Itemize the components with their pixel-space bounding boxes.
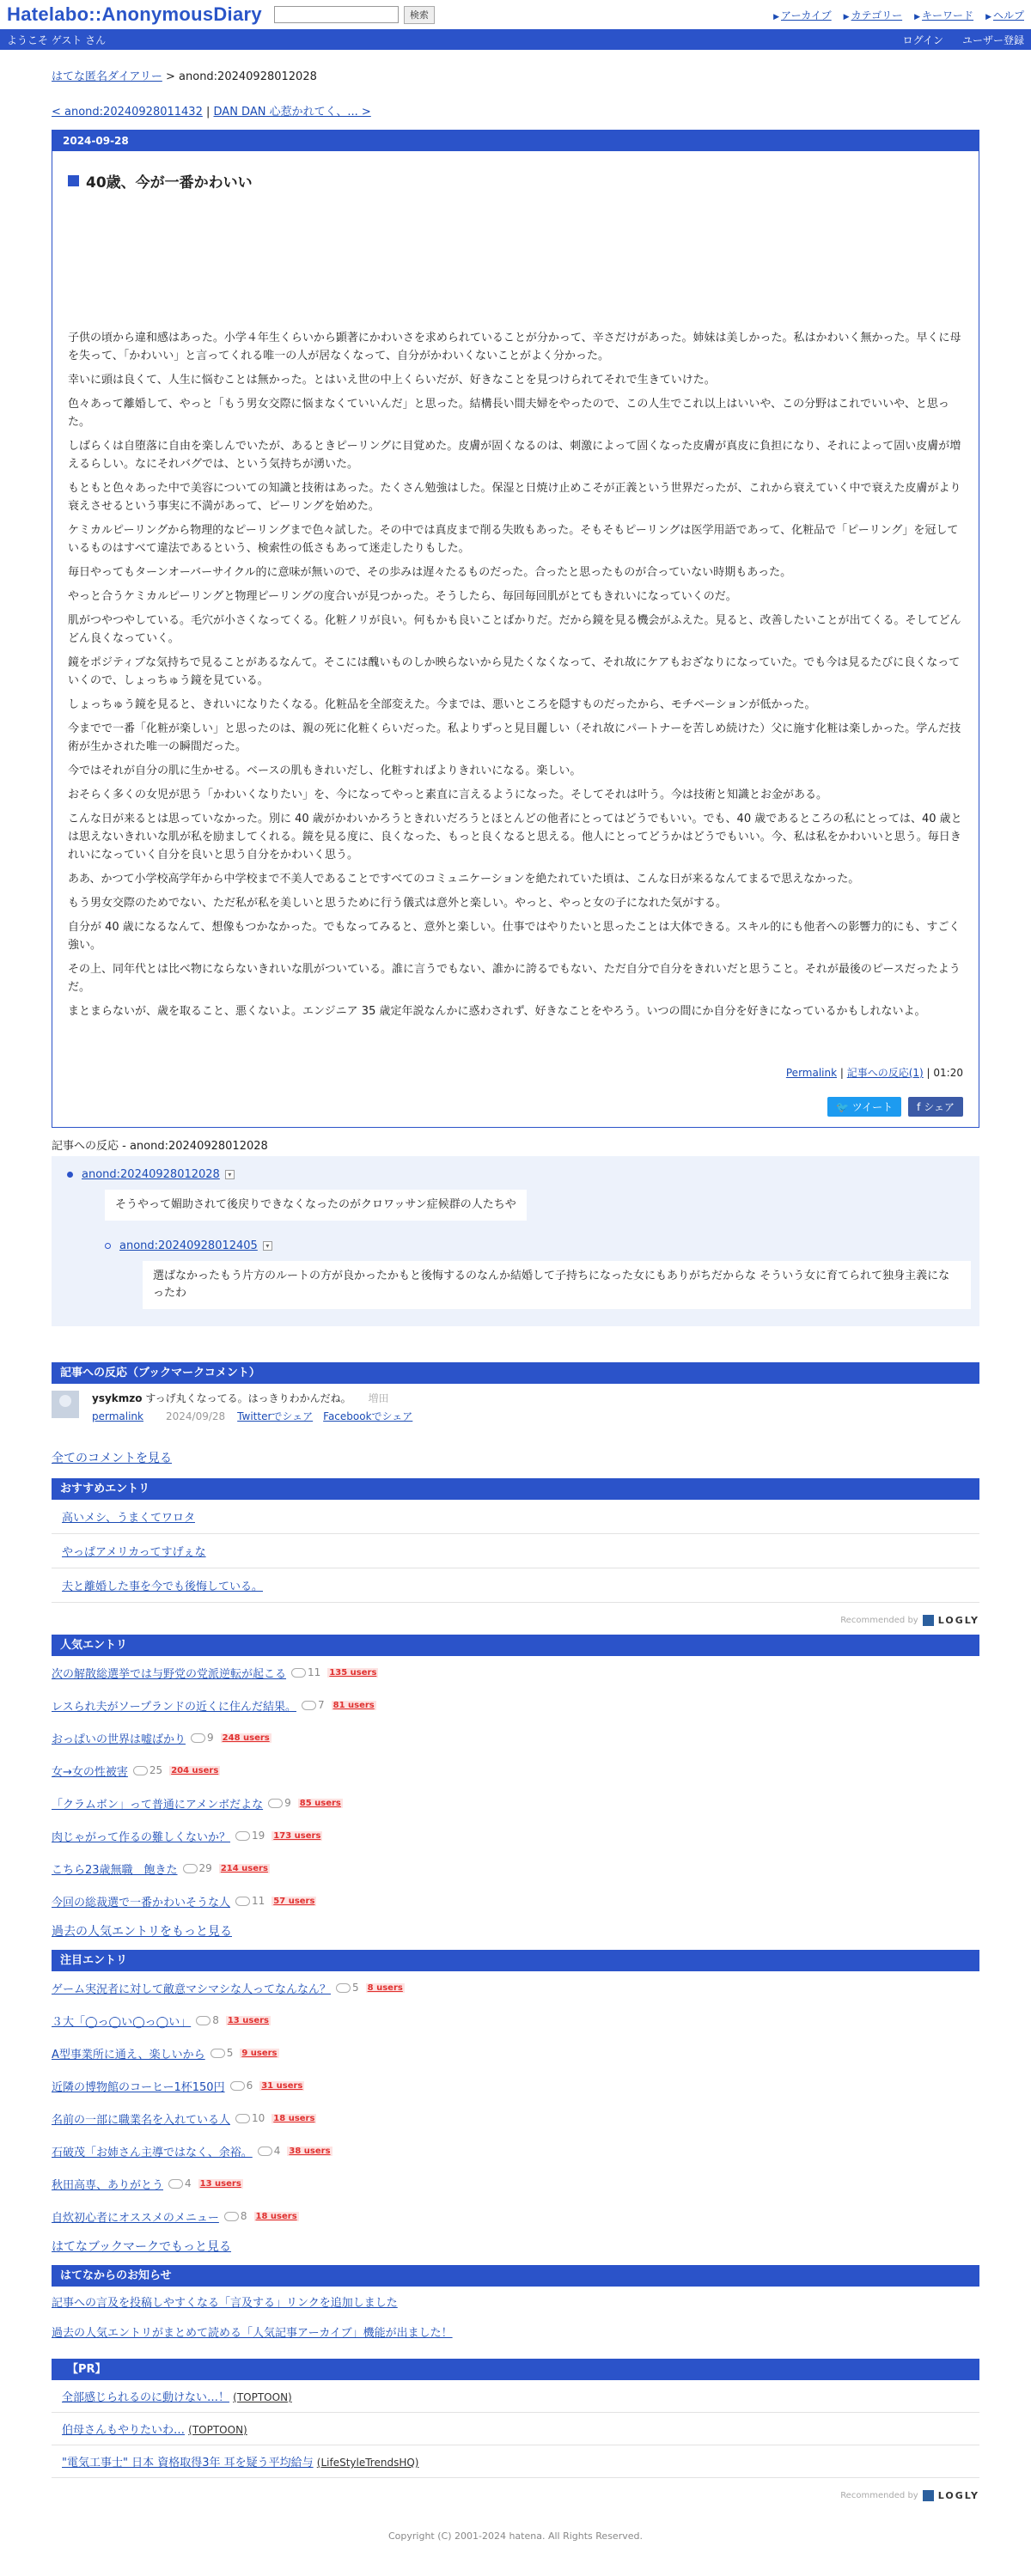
bookmark-users-badge[interactable]: 18 users [255, 2211, 297, 2221]
top-header [0, 0, 1031, 29]
article-time: 01:20 [933, 1067, 963, 1079]
article-paragraph: 子供の頃から違和感はあった。小学４年生くらいから顕著にかわいさを求められていることが分かって、辛さだけがあった。姉妹は美しかった。私はかわいく無かった。早くに母を失って、「かわいい」と言ってくれる唯一の人が居なくなって、自分がかわいくないことがよく分かった。 [68, 332, 961, 362]
popular-entry [52, 1656, 979, 1689]
popular-entry [52, 1754, 979, 1787]
pr-item [52, 2413, 979, 2445]
popular-entry [52, 1819, 979, 1852]
recommended-link[interactable]: 高いメシ、うまくてワロタ [62, 1512, 195, 1525]
popular-entry [52, 1885, 979, 1917]
nav-help-link[interactable]: ヘルプ [992, 9, 1024, 21]
comment-count-value: 11 [308, 1666, 321, 1678]
featured-entry-link[interactable]: ゲーム実況者に対して敵意マシマシな人ってなんなん？ [52, 1982, 332, 1996]
article-paragraph: もう男女交際のためでない、ただ私が私を美しいと思うために行う儀式は意外と楽しい。やっと、やっと女の子になれた気がする。 [68, 897, 728, 910]
pr-source[interactable]: (TOPTOON) [188, 2424, 247, 2436]
comment-count-value: 9 [284, 1797, 291, 1809]
bookmark-date: 2024/09/28 [166, 1410, 226, 1422]
article [52, 130, 979, 1128]
recommended-link[interactable]: やっぱアメリカってすげぇな [62, 1546, 206, 1559]
featured-entry [52, 2134, 979, 2167]
comment-bubble-icon [302, 1701, 316, 1710]
popular-entry-link[interactable]: レスられ夫がソープランドの近くに住んだ結果。 [52, 1700, 296, 1714]
breadcrumb-sep: > [165, 70, 175, 83]
featured-entry [52, 2004, 979, 2037]
comment-bubble-icon [235, 1897, 250, 1906]
article-paragraph: もともと色々あった中で美容についての知識と技術はあった。たくさん勉強はした。保湿と日焼け止めこそが正義という世界だったが、これから衰えていく中で衰えた皮膚がより衰えさせるという事実に不満があって、ピーリングを始めた。 [68, 482, 961, 513]
bookmark-text: すっげ丸くなってる。はっきりわかんだね。 [145, 1392, 351, 1404]
comment-count[interactable] [133, 1764, 162, 1776]
bookmark-users-badge[interactable]: 214 users [220, 1863, 268, 1873]
copyright: Copyright (C) 2001-2024 hatena. All Rights Reserved. [388, 2530, 643, 2542]
comment-count[interactable] [258, 2145, 281, 2157]
pr-item [52, 2445, 979, 2478]
nav-archive[interactable] [773, 8, 832, 22]
pr-link[interactable]: 全部感じられるのに動けない…！ [62, 2391, 230, 2404]
bookmark-comment-line [92, 1391, 423, 1405]
article-paragraph: しょっちゅう鏡を見ると、きれいになりたくなる。化粧品を全部変えた。今までは、悪いところを隠すものだったから、モチベーションが低かった。 [68, 698, 816, 711]
logly-brand[interactable]: LOGLY [937, 2490, 979, 2501]
logly-logo-icon [923, 2490, 934, 2501]
recommended-by [52, 1615, 979, 1626]
caret-right-icon: ▶ [773, 12, 779, 21]
tweet-button[interactable] [827, 1097, 901, 1117]
bookmark-users-badge[interactable]: 38 users [289, 2146, 331, 2156]
pr-list [52, 2380, 979, 2478]
reaction-link[interactable]: anond:20240928012028 [82, 1168, 220, 1181]
prev-entry-link[interactable]: < anond:20240928011432 [52, 106, 203, 119]
comment-bubble-icon [183, 1864, 198, 1873]
featured-more-link[interactable]: はてなブックマークでもっと見る [52, 2240, 232, 2254]
fbshare-label: シェア [924, 1101, 955, 1113]
expand-icon[interactable]: ▾ [263, 1241, 272, 1251]
article-paragraph: まとまらないが、歳を取ること、悪くないよ。エンジニア 35 歳定年説なんかに惑わされず、好きなことをやろう。いつの間にか自分を好きになっているかもしれないよ。 [68, 1005, 926, 1018]
comment-count[interactable] [191, 1732, 214, 1744]
comment-count-value: 8 [240, 2210, 247, 2222]
top-nav [773, 8, 1024, 22]
bookmark-user[interactable]: ysykmzo [92, 1392, 143, 1404]
nav-category-link[interactable]: カテゴリー [851, 9, 903, 21]
comment-count[interactable] [210, 2047, 234, 2059]
bookmark-users-badge[interactable]: 135 users [329, 1667, 377, 1678]
bookmark-users-badge[interactable]: 85 users [299, 1798, 341, 1808]
article-paragraph: 今までで一番「化粧が楽しい」と思ったのは、親の死に化粧くらいだった。私よりずっと見目麗しい（それ故にパートナーを苦しめ続けた）父に施す化粧は楽しかった。学んだ技術が生かされた唯一の瞬間だった。 [68, 722, 961, 753]
article-paragraph: やっと合うケミカルピーリングと物理ピーリングの度合いが見つかった。そうしたら、毎回毎回肌がとてもきれいになっていくのだ。 [68, 590, 737, 603]
featured-entry [52, 2102, 979, 2134]
comment-count-value: 4 [185, 2177, 192, 2189]
avatar[interactable] [52, 1391, 79, 1418]
popular-entry-link[interactable]: 肉じゃがって作るの難しくないか？ [52, 1830, 231, 1844]
search-input[interactable] [274, 6, 399, 23]
breadcrumb-current: anond:20240928012028 [179, 70, 317, 83]
featured-entry [52, 2037, 979, 2069]
comment-bubble-icon [224, 2212, 239, 2221]
comment-bubble-icon [191, 1733, 205, 1743]
bullet-icon [105, 1243, 111, 1249]
featured-list [52, 1971, 979, 2232]
news-link[interactable]: 記事への言及を投稿しやすくなる「言及する」リンクを追加しました [52, 2297, 398, 2310]
reactions-link[interactable]: 記事への反応(1) [846, 1067, 924, 1079]
comment-bubble-icon [196, 2016, 210, 2025]
popular-entry-link[interactable]: 今回の総裁選で一番かわいそうな人 [52, 1896, 231, 1909]
all-comments [52, 1449, 979, 1466]
comment-count[interactable] [336, 1982, 359, 1994]
facebook-icon: f [917, 1101, 921, 1113]
recommended-item [52, 1500, 979, 1534]
popular-entry-link[interactable]: 女→女の性被害 [52, 1765, 128, 1779]
news-item [52, 2287, 979, 2317]
reactions-box [52, 1156, 979, 1326]
pr-heading: 【PR】 [52, 2359, 979, 2380]
featured-entry [52, 2069, 979, 2102]
site-logo[interactable]: Hatelabo::AnonymousDiary [7, 3, 262, 25]
title-square-icon [68, 175, 79, 186]
reaction-item [67, 1168, 971, 1181]
comment-count[interactable] [224, 2210, 247, 2222]
bookmark-comments-heading: 記事への反応（ブックマークコメント） [52, 1362, 979, 1384]
featured-entry [52, 2167, 979, 2200]
expand-icon[interactable]: ▾ [225, 1170, 235, 1179]
register-link[interactable]: ユーザー登録 [961, 33, 1024, 46]
article-paragraph: 幸いに頭は良くて、人生に悩むことは無かった。とはいえ世の中上くらいだが、好きなことを見つけられてそれで生きていけた。 [68, 374, 716, 387]
bookmark-users-badge[interactable]: 81 users [332, 1700, 375, 1710]
news-link[interactable]: 過去の人気エントリがまとめて読める「人気記事アーカイブ」機能が出ました！ [52, 2327, 453, 2340]
recommended-item [52, 1534, 979, 1568]
comment-count-value: 6 [246, 2080, 253, 2092]
comment-count[interactable] [235, 1830, 265, 1842]
article-date: 2024-09-28 [52, 131, 979, 151]
reaction-text: そうやって媚助されて後戻りできなくなったのがクロワッサン症候群の人たちや [105, 1190, 527, 1221]
comment-count-value: 4 [273, 2145, 281, 2157]
article-paragraph: 今ではそれが自分の肌に生かせる。ベースの肌もきれいだし、化粧すればよりきれいになる。楽しい。 [68, 764, 582, 777]
bookmark-users-badge[interactable]: 13 users [227, 2015, 269, 2025]
article-paragraph: 鏡をポジティブな気持ちで見ることがあるなんて。そこには醜いものしか映らないから見たくなくなって、それ故にケアもおざなりになっていた。でも今は見るたびに良くなっていくので、しょっちゅう鏡を見ている。 [68, 656, 961, 687]
popular-entry [52, 1689, 979, 1721]
logly-brand[interactable]: LOGLY [937, 1615, 979, 1626]
comment-bubble-icon [268, 1799, 283, 1808]
next-entry-link[interactable]: DAN DAN 心惹かれてく、... > [213, 106, 371, 119]
facebook-share-button[interactable] [908, 1097, 963, 1117]
pr-source[interactable]: (LifeStyleTrendsHQ) [316, 2457, 419, 2469]
featured-entry [52, 1971, 979, 2004]
bookmark-users-badge[interactable]: 8 users [367, 1982, 403, 1993]
article-paragraph: おそらく多くの女児が思う「かわいくなりたい」を、今になってやっと素直に言えるようになった。そしてそれは叶う。今は技術と知識とお金がある。 [68, 789, 828, 801]
popular-entry-link[interactable]: 「クラムボン」って普通にアメンボだよな [52, 1798, 264, 1812]
bookmark-users-badge[interactable]: 31 users [261, 2080, 303, 2091]
comment-bubble-icon [230, 2081, 245, 2091]
article-body [68, 329, 963, 1020]
pr-recommended-by [52, 2490, 979, 2501]
comment-count-value: 19 [252, 1830, 265, 1842]
comment-count-value: 25 [149, 1764, 163, 1776]
article-paragraph: ああ、かつて小学校高学年から中学校まで不美人であることですべてのコミュニケーションを絶たれていた頃は、こんな日が来るなんてまるで思えなかった。 [68, 873, 860, 886]
comment-count-value: 5 [226, 2047, 234, 2059]
featured-entry-link[interactable]: 近隣の博物館のコーヒー1杯150円 [52, 2080, 225, 2094]
nav-help[interactable] [985, 8, 1024, 22]
article-paragraph: 色々あって離婚して、やっと「もう男女交際に悩まなくていいんだ」と思った。結構長い間夫婦をやったので、この人生でこれ以上はいいや、この分野はこれでいいや、と思った。 [68, 398, 949, 429]
bookmark-users-badge[interactable]: 248 users [222, 1733, 270, 1743]
featured-heading: 注目エントリ [52, 1950, 979, 1971]
caret-right-icon: ▶ [843, 12, 850, 21]
comment-bubble-icon [168, 2179, 183, 2189]
pager-sep: | [202, 106, 214, 119]
article-title[interactable] [68, 170, 979, 192]
bookmark-users-badge[interactable]: 204 users [171, 1765, 219, 1775]
comment-bubble-icon [133, 1766, 148, 1775]
comment-count[interactable] [168, 2177, 192, 2189]
comment-count[interactable] [268, 1797, 291, 1809]
recommended-link[interactable]: 夫と離婚した事を今でも後悔している。 [62, 1580, 264, 1593]
comment-bubble-icon [235, 2114, 250, 2123]
comment-count-value: 29 [198, 1862, 212, 1874]
bookmark-meta [92, 1409, 423, 1423]
caret-right-icon: ▶ [914, 12, 921, 21]
news-item [52, 2317, 979, 2347]
comment-count[interactable] [291, 1666, 320, 1678]
comment-count[interactable] [235, 1895, 265, 1907]
welcome-text: ようこそ ゲスト さん [7, 33, 107, 46]
nav-keyword[interactable] [914, 8, 973, 22]
comment-bubble-icon [258, 2147, 272, 2156]
user-bar [0, 29, 1031, 50]
article-paragraph: その上、同年代とは比べ物にならないきれいな肌がついている。誰に言うでもない、誰かに誇るでもない、ただ自分で自分をきれいだと思うこと。それが最後のピースだったようだ。 [68, 963, 961, 994]
popular-entry-link[interactable]: 次の解散総選挙では与野党の党派逆転が起こる [52, 1667, 287, 1681]
featured-entry-link[interactable]: ３大「◯っ◯い◯っ◯い」 [52, 2015, 192, 2029]
reaction-text: 選ばなかったもう片方のルートの方が良かったかもと後悔するのなんか結婚して子持ちになった女にもありがちだからな そういう女に育てられて独身主義になったわ [143, 1261, 971, 1309]
bookmark-users-badge[interactable]: 57 users [273, 1896, 315, 1906]
popular-heading: 人気エントリ [52, 1635, 979, 1656]
recommended-by-label: Recommended by [840, 1616, 918, 1625]
popular-more-link[interactable]: 過去の人気エントリをもっと見る [52, 1925, 232, 1939]
bookmark-facebook-share[interactable]: Facebookでシェア [323, 1410, 413, 1422]
comment-count[interactable] [235, 2112, 265, 2124]
recommended-heading: おすすめエントリ [52, 1478, 979, 1500]
article-footer: Permalink | 記事への反応(1) | 01:20 [785, 1067, 963, 1079]
comment-count[interactable] [196, 2014, 219, 2026]
pr-link[interactable]: 伯母さんもやりたいわ… [62, 2424, 186, 2437]
login-link[interactable]: ログイン [902, 33, 943, 46]
reaction-item [105, 1239, 971, 1252]
all-comments-link[interactable]: 全てのコメントを見る [52, 1452, 172, 1465]
popular-entry-link[interactable]: こちら23歳無職 飽きた [52, 1863, 178, 1877]
nav-archive-link[interactable]: アーカイブ [780, 9, 832, 21]
featured-entry-link[interactable]: 名前の一部に職業名を入れている人 [52, 2113, 231, 2127]
recommended-item [52, 1568, 979, 1603]
nav-keyword-link[interactable]: キーワード [922, 9, 974, 21]
comment-count[interactable] [302, 1699, 325, 1711]
comment-bubble-icon [336, 1983, 351, 1993]
bookmark-twitter-share[interactable]: Twitterでシェア [237, 1410, 314, 1422]
pr-by-label: Recommended by [840, 2491, 918, 2500]
article-paragraph: ケミカルピーリングから物理的なピーリングまで色々試した。その中では真皮まで削る失敗もあった。そもそもピーリングは医学用語であって、化粧品で「ピーリング」を冠しているものはすべて違法であるという、検索性の低さもあって迷走したりもした。 [68, 524, 959, 555]
search-button[interactable]: 検索 [404, 6, 435, 24]
featured-entry-link[interactable]: 秋田高専、ありがとう [52, 2178, 164, 2192]
caret-right-icon: ▶ [985, 12, 991, 21]
share-row [52, 1097, 963, 1117]
popular-entry [52, 1852, 979, 1885]
comment-count-value: 8 [212, 2014, 219, 2026]
pr-item [52, 2380, 979, 2413]
twitter-bird-icon: 🐦 [835, 1101, 849, 1113]
breadcrumb [52, 67, 979, 83]
bookmark-tag[interactable]: 増田 [368, 1392, 389, 1404]
comment-count-value: 7 [317, 1699, 325, 1711]
bookmark-users-badge[interactable]: 173 users [273, 1830, 321, 1841]
pr-link[interactable]: "電気工事士" 日本 資格取得3年 耳を疑う平均給与 [62, 2457, 314, 2469]
featured-entry-link[interactable]: 自炊初心者にオススメのメニュー [52, 2211, 219, 2225]
article-paragraph: しばらくは自堕落に自由を楽しんでいたが、あるときピーリングに目覚めた。皮膚が固くなるのは、刺激によって固くなった皮膚が真皮に負担になり、それによって固い皮膚が増えるらしい。なにそれバグでは、という気持ちが湧いた。 [68, 440, 961, 471]
logly-logo-icon [923, 1615, 934, 1626]
featured-entry-link[interactable]: A型事業所に通え、楽しいから [52, 2048, 205, 2061]
bookmark-comment [52, 1391, 979, 1423]
comment-count[interactable] [183, 1862, 212, 1874]
permalink[interactable]: Permalink [785, 1067, 838, 1079]
comment-bubble-icon [210, 2049, 225, 2058]
bullet-icon [67, 1172, 73, 1178]
bookmark-users-badge[interactable]: 9 users [241, 2048, 278, 2058]
pr-source[interactable]: (TOPTOON) [233, 2391, 292, 2403]
comment-count[interactable] [230, 2080, 253, 2092]
comment-bubble-icon [291, 1668, 306, 1678]
article-paragraph: 毎日やってもターンオーバーサイクル的に意味が無いので、その歩みは遅々たるものだった。合ったと思ったものが合っていない時期もあった。 [68, 566, 792, 579]
comment-bubble-icon [235, 1831, 250, 1841]
featured-entry-link[interactable]: 石破茂「お姉さん主導ではなく、余裕。 [52, 2146, 253, 2159]
popular-list [52, 1656, 979, 1917]
article-paragraph: 自分が 40 歳になるなんて、想像もつかなかった。でもなってみると、意外と楽しい。仕事ではやりたいと思ったことは大体できる。スキル的にも他者への影響力的にも、すごく強い。 [68, 921, 961, 952]
news-heading: はてなからのお知らせ [52, 2265, 979, 2287]
reactions-title: 記事への反応 - anond:20240928012028 [52, 1140, 268, 1153]
main-content [0, 67, 1031, 2542]
comment-count-value: 11 [252, 1895, 265, 1907]
article-paragraph: 肌がつやつやしている。毛穴が小さくなってくる。化粧ノリが良い。何もかも良いことばかりだ。だから鏡を見る機会がふえた。見ると、改善したいことが出てくる。そしてどんどん良くなっていく。 [68, 614, 961, 645]
reaction-link[interactable]: anond:20240928012405 [119, 1239, 258, 1252]
tweet-label: ツイート [851, 1101, 894, 1113]
bookmark-users-badge[interactable]: 13 users [199, 2178, 241, 2189]
popular-entry [52, 1721, 979, 1754]
comment-count-value: 10 [252, 2112, 265, 2124]
nav-category[interactable] [844, 8, 902, 22]
bookmark-permalink[interactable]: permalink [92, 1410, 143, 1422]
bookmark-users-badge[interactable]: 18 users [273, 2113, 315, 2123]
pager [52, 102, 979, 119]
popular-entry [52, 1787, 979, 1819]
article-title-text: 40歳、今が一番かわいい [86, 174, 253, 192]
comment-count-value: 9 [207, 1732, 214, 1744]
featured-entry [52, 2200, 979, 2232]
comment-count-value: 5 [352, 1982, 359, 1994]
popular-entry-link[interactable]: おっぱいの世界は嘘ばかり [52, 1733, 186, 1746]
article-paragraph: こんな日が来るとは思っていなかった。別に 40 歳がかわいかろうときれいだろうとほとんどの他者にとってはどうでもいい。でも、40 歳であるところの私にとっては、40 歳とは思えないきれいな肌が私を励ましてくれる。鏡を見る度に、良くなった、もっと良くなると思える。他人にとってどうかはどうでもいい。今、私は私をかわいいと思う。毎日きれいになっていく自分を良いと思う自分をかわいく思う。 [68, 813, 962, 862]
recommended-list [52, 1500, 979, 1603]
breadcrumb-home[interactable]: はてな匿名ダイアリー [52, 70, 162, 83]
